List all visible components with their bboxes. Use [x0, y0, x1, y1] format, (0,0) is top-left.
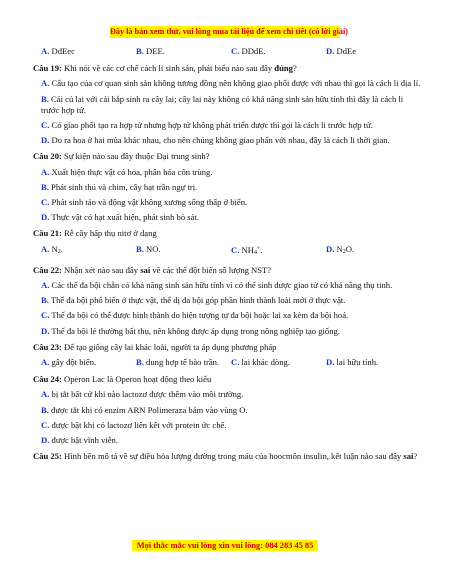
- option-letter: B.: [41, 93, 49, 104]
- option-text: N: [51, 243, 58, 254]
- option-text: bị tắt bất cứ khi nào lactozơ được thêm vào môi trường.: [51, 389, 244, 400]
- option-text: DEE.: [146, 46, 165, 56]
- option-letter: A.: [41, 280, 50, 291]
- question-24: [33, 374, 423, 446]
- preview-banner: Đây là bản xem thử, vui lòng mua tài liệu để xem chi tiết (có lời giải): [110, 27, 349, 36]
- option-letter: A.: [41, 357, 50, 368]
- question-number: Câu 19:: [33, 63, 62, 74]
- option-letter: D.: [326, 46, 335, 56]
- stem-text: Operon Lac là Operon hoạt động theo kiểu: [64, 374, 212, 385]
- stem-emphasis: sai: [403, 451, 414, 462]
- option-text: lai hữu tính.: [336, 357, 379, 368]
- option-letter: B.: [136, 46, 144, 56]
- question-stem: [33, 451, 423, 462]
- answer-option: [41, 295, 423, 306]
- option-subscript: 2: [57, 248, 61, 255]
- option-letter: D.: [41, 435, 50, 446]
- option-letter: B.: [41, 295, 49, 306]
- option-text: được tắt khi có enzim ARN Polimeraza bám vào vùng O.: [51, 404, 248, 415]
- question-stem: [33, 374, 423, 385]
- question-number: Câu 21:: [33, 228, 62, 239]
- answer-option: [231, 46, 326, 57]
- option-text: Cấu tạo của cơ quan sinh sản không tương đồng nên không giao phối được với nhau thì gọi là cách li địa lí.: [51, 78, 421, 89]
- answer-option: [136, 244, 231, 259]
- q21-options: [41, 244, 423, 259]
- question-21: [33, 228, 423, 258]
- stem-text: Khi nói về các cơ chế cách li sinh sản, phát biểu nào sau đây: [64, 63, 275, 74]
- answer-option: [41, 405, 423, 416]
- stem-end: về các thể đột biến số lượng NST?: [150, 264, 272, 275]
- option-letter: C.: [41, 120, 50, 131]
- option-letter: B.: [41, 181, 49, 192]
- option-text: Các thể đa bội chẵn có khả năng sinh sản hữu tính vì có thể sinh được giao tử có khả năng thụ tinh.: [51, 280, 393, 291]
- option-letter: D.: [326, 357, 335, 368]
- question-25: [33, 451, 423, 462]
- option-superscript: +: [256, 245, 261, 252]
- answer-option: [326, 244, 421, 259]
- question-number: Câu 20:: [33, 151, 62, 162]
- answer-option: [41, 120, 423, 131]
- answer-option: [41, 182, 423, 193]
- option-text: Do ra hoa ở hai mùa khác nhau, cho nên chúng không giao phấn với nhau, đây là cách li thời gian.: [51, 135, 390, 146]
- question-stem: [33, 342, 423, 353]
- answer-option: [136, 357, 231, 368]
- option-letter: C.: [231, 357, 240, 368]
- contact-footer: Mọi thắc mắc vui lòng xin vui lòng: 084 283 45 85: [132, 540, 318, 551]
- option-text: Thể đa bội lẻ thường bất thụ, nên không được áp dụng trong nông nghiệp tạo giống.: [51, 325, 340, 336]
- option-text: lai khác dòng.: [241, 357, 290, 368]
- question-number: Câu 22:: [33, 264, 62, 275]
- answer-option: [41, 435, 423, 446]
- answer-option: [41, 326, 423, 337]
- option-letter: A.: [41, 243, 50, 254]
- question-number: Câu 24:: [33, 374, 62, 385]
- option-text: NO.: [146, 243, 161, 254]
- option-letter: D.: [41, 212, 50, 223]
- answer-option: [41, 310, 423, 321]
- stem-text: Để tạo giống cây lai khác loài, người ta áp dụng phương pháp: [64, 341, 277, 352]
- question-number: Câu 25:: [33, 451, 62, 462]
- option-text: DdEec: [51, 46, 75, 56]
- option-tail: .: [260, 244, 263, 255]
- option-text: DdEe: [336, 46, 357, 56]
- option-letter: A.: [41, 389, 50, 400]
- option-text: Thể đa bội có thể được hình thành do hiện tượng tự đa bội hoặc lai xa kèm đa bội hoá.: [51, 310, 349, 321]
- stem-emphasis: sai: [140, 264, 151, 275]
- question-stem: [33, 228, 423, 239]
- answer-option: [231, 244, 326, 259]
- option-text: Xuất hiện thực vật có hoa, phân hóa côn trùng.: [51, 166, 213, 177]
- q18-options: [41, 46, 423, 57]
- option-subscript: 2: [342, 248, 346, 255]
- option-letter: B.: [136, 243, 144, 254]
- option-letter: D.: [41, 135, 50, 146]
- stem-end: ?: [292, 63, 297, 74]
- option-text: Phát sinh tảo và động vật không xương sống thấp ở biển.: [51, 197, 248, 208]
- question-stem: [33, 63, 423, 74]
- answer-option: [41, 212, 423, 223]
- option-text: Thể đa bội phổ biến ở thực vật, thể dị đa bội góp phần hình thành loài mới ở thực vật.: [50, 295, 346, 306]
- answer-option: [41, 46, 136, 57]
- answer-option: [41, 78, 423, 89]
- option-letter: D.: [326, 243, 335, 254]
- option-text: gây đột biến.: [51, 357, 97, 368]
- question-20: [33, 151, 423, 223]
- question-22: [33, 265, 423, 337]
- stem-emphasis: đúng: [274, 63, 293, 74]
- option-letter: C.: [231, 46, 240, 56]
- answer-option: [326, 357, 421, 368]
- option-letter: D.: [41, 325, 50, 336]
- question-stem: [33, 151, 423, 162]
- stem-end: ?: [413, 451, 418, 462]
- stem-text: Rễ cây hấp thụ nitơ ở dạng: [64, 228, 157, 239]
- option-letter: C.: [41, 419, 50, 430]
- option-text: Có giao phối tạo ra hợp tử nhưng hợp tử không phát triển được thì gọi là cách li trước hợp tử.: [51, 120, 373, 131]
- answer-option: [41, 167, 423, 178]
- answer-option: [41, 135, 423, 146]
- answer-option: [41, 244, 136, 259]
- option-subscript: 4: [253, 249, 257, 256]
- answer-option: [136, 46, 231, 57]
- answer-option: [41, 94, 423, 116]
- question-stem: [33, 265, 423, 276]
- stem-text: Hình bên mô tả về sự điều hòa lượng đường trong máu của hoocmôn insulin, kết luận nào sau đây: [64, 451, 404, 462]
- option-text: Cải củ lai với cải bắp sinh ra cây lai; cây lai này không có khả năng sinh sản hữu tính thì đây là cách li trước hợp tử.: [41, 93, 404, 115]
- answer-option: [41, 197, 423, 208]
- option-letter: A.: [41, 46, 50, 56]
- option-text: NH: [241, 244, 254, 255]
- option-letter: C.: [41, 197, 50, 208]
- answer-option: [41, 357, 136, 368]
- stem-text: Sự kiện nào sau đây thuộc Đại trung sinh?: [64, 151, 210, 162]
- option-text: DDdE.: [241, 46, 266, 56]
- question-23: [33, 342, 423, 368]
- question-list: [33, 45, 423, 462]
- option-tail: O.: [345, 243, 355, 254]
- option-text: dung hợp tế bào trần.: [146, 357, 220, 368]
- option-letter: B.: [41, 404, 49, 415]
- option-letter: C.: [41, 310, 50, 321]
- option-text: được bật vĩnh viễn.: [51, 435, 118, 446]
- option-letter: C.: [231, 244, 240, 255]
- option-text: N: [336, 243, 343, 254]
- question-number: Câu 23:: [33, 341, 62, 352]
- answer-option: [326, 46, 421, 57]
- option-text: được bật khi có lactozơ liên kết với protein ức chế.: [51, 419, 227, 430]
- option-tail: .: [60, 243, 63, 254]
- answer-option: [41, 420, 423, 431]
- option-text: Phát sinh thú và chim, cây hạt trần ngự trị.: [51, 181, 198, 192]
- option-text: Thực vật có hạt xuất hiện, phát sinh bò sát.: [51, 212, 199, 223]
- answer-option: [41, 389, 423, 400]
- question-19: [33, 63, 423, 146]
- option-letter: B.: [136, 357, 144, 368]
- answer-option: [231, 357, 326, 368]
- stem-text: Nhận xét nào sau đây: [64, 264, 141, 275]
- option-letter: A.: [41, 166, 50, 177]
- option-letter: A.: [41, 78, 50, 89]
- q23-options: [41, 357, 423, 368]
- answer-option: [41, 280, 423, 291]
